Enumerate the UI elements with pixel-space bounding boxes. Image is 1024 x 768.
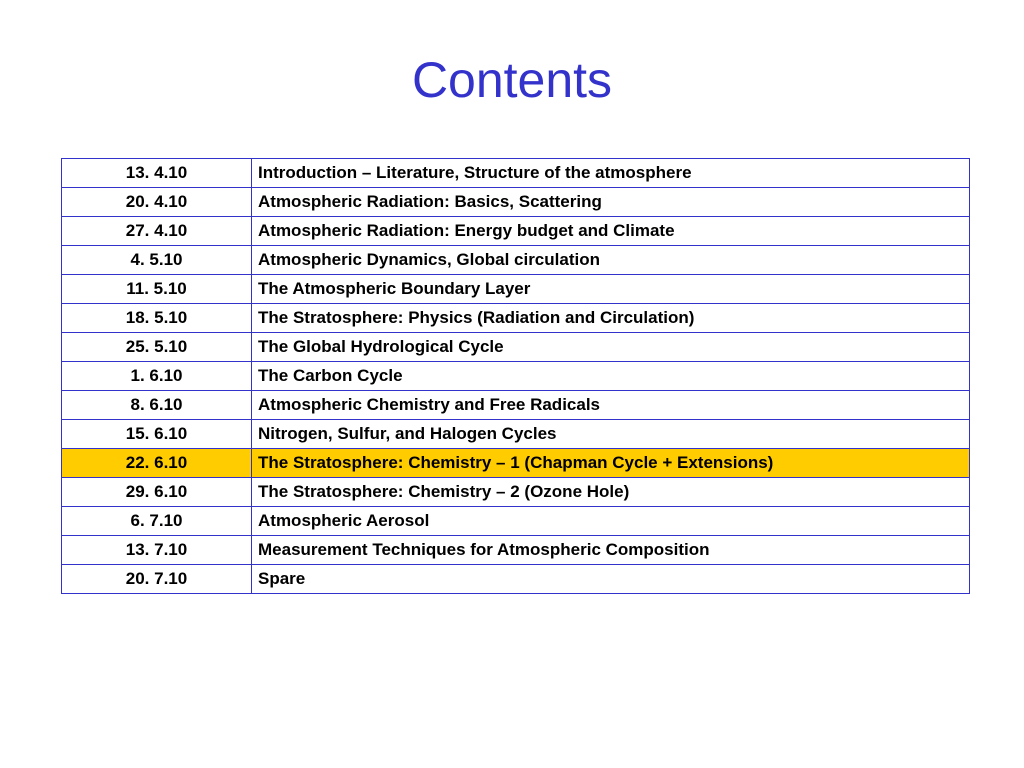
table-row bbox=[62, 246, 970, 275]
contents-table bbox=[61, 158, 970, 594]
row-topic-cell: Measurement Techniques for Atmospheric Composition bbox=[252, 536, 970, 565]
table-row bbox=[62, 449, 970, 478]
table-row bbox=[62, 304, 970, 333]
row-topic-cell: The Global Hydrological Cycle bbox=[252, 333, 970, 362]
row-date-cell: 20. 7.10 bbox=[62, 565, 252, 594]
row-date-cell: 15. 6.10 bbox=[62, 420, 252, 449]
row-topic-cell: The Atmospheric Boundary Layer bbox=[252, 275, 970, 304]
row-date-cell: 13. 7.10 bbox=[62, 536, 252, 565]
row-date-cell: 8. 6.10 bbox=[62, 391, 252, 420]
row-topic-cell: Introduction – Literature, Structure of the atmosphere bbox=[252, 159, 970, 188]
row-topic-cell: Atmospheric Aerosol bbox=[252, 507, 970, 536]
row-topic-cell: The Stratosphere: Chemistry – 2 (Ozone Hole) bbox=[252, 478, 970, 507]
row-date-cell: 29. 6.10 bbox=[62, 478, 252, 507]
table-row bbox=[62, 188, 970, 217]
row-date-cell: 22. 6.10 bbox=[62, 449, 252, 478]
table-row bbox=[62, 217, 970, 246]
row-topic-cell: The Stratosphere: Chemistry – 1 (Chapman Cycle + Extensions) bbox=[252, 449, 970, 478]
row-date-cell: 13. 4.10 bbox=[62, 159, 252, 188]
row-date-cell: 25. 5.10 bbox=[62, 333, 252, 362]
table-row bbox=[62, 159, 970, 188]
row-topic-cell: Atmospheric Radiation: Basics, Scattering bbox=[252, 188, 970, 217]
table-row bbox=[62, 362, 970, 391]
table-row bbox=[62, 333, 970, 362]
row-topic-cell: Atmospheric Chemistry and Free Radicals bbox=[252, 391, 970, 420]
row-topic-cell: The Carbon Cycle bbox=[252, 362, 970, 391]
table-row bbox=[62, 420, 970, 449]
row-date-cell: 20. 4.10 bbox=[62, 188, 252, 217]
row-topic-cell: Atmospheric Radiation: Energy budget and Climate bbox=[252, 217, 970, 246]
table-row bbox=[62, 275, 970, 304]
table-row bbox=[62, 478, 970, 507]
row-topic-cell: Atmospheric Dynamics, Global circulation bbox=[252, 246, 970, 275]
row-topic-cell: Nitrogen, Sulfur, and Halogen Cycles bbox=[252, 420, 970, 449]
row-date-cell: 27. 4.10 bbox=[62, 217, 252, 246]
row-date-cell: 1. 6.10 bbox=[62, 362, 252, 391]
row-date-cell: 18. 5.10 bbox=[62, 304, 252, 333]
table-row bbox=[62, 565, 970, 594]
row-topic-cell: Spare bbox=[252, 565, 970, 594]
page-title: Contents bbox=[411, 52, 613, 108]
contents-table-body bbox=[62, 159, 970, 594]
row-date-cell: 11. 5.10 bbox=[62, 275, 252, 304]
table-row bbox=[62, 536, 970, 565]
table-row bbox=[62, 391, 970, 420]
table-row bbox=[62, 507, 970, 536]
row-date-cell: 4. 5.10 bbox=[62, 246, 252, 275]
row-topic-cell: The Stratosphere: Physics (Radiation and Circulation) bbox=[252, 304, 970, 333]
row-date-cell: 6. 7.10 bbox=[62, 507, 252, 536]
